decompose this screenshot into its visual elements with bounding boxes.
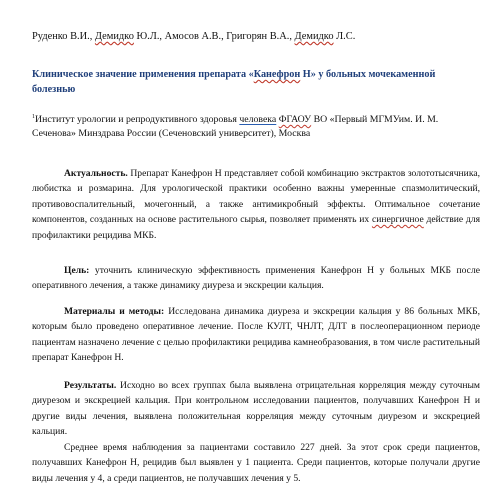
author-text: Руденко В.И., — [32, 31, 95, 42]
paragraph-text: Препарат Канефрон Н представляет собой комбинацию экстрактов золототысячника, любистка и розмарина. Для урологической практики особенно важны умеренные спазмолитический, противовоспалительный, мочегонный, а также антимикробный эффекты. Оптимальное сочетание компонентов, созданных на основе растительного сырья, позволяет применять их — [32, 168, 480, 226]
paragraph-methods — [32, 304, 480, 366]
section-label: Актуальность. — [64, 168, 128, 179]
author-text: Ю.Л., Амосов А.В., Григорян В.А., — [133, 31, 295, 42]
title-text: Клиническое значение применения препарата « — [32, 69, 254, 80]
paragraph-text: Исследована динамика диуреза и экскреции кальция у 86 больных МКБ, которым было проведено оперативное лечение. После КУЛТ, ЧНЛТ, ДЛТ в послеоперационном периоде пациентам назначено лечение с целью профилактики рецидива камнеобразования, в том числе растительный препарат Канефрон Н. — [32, 306, 480, 364]
affiliation-grammar-mark: человека — [239, 114, 277, 125]
author-name-misspelled: Демидко — [294, 31, 334, 42]
author-list — [32, 31, 355, 42]
paragraph-text: Исходно во всех группах была выявлена отрицательная корреляция между суточным диурезом и экскрецией кальция. При контрольном исследовании пациентов, получавших Канефрон Н и другие виды лечения, выявлена положительная корреляция между суточным диурезом и экскрецией кальция. — [32, 380, 480, 438]
article-title — [32, 68, 462, 97]
title-drug-name: Канефрон — [253, 69, 301, 80]
affiliation-superscript: 1 — [32, 114, 35, 120]
paragraph-relevance — [32, 166, 480, 243]
section-label: Результаты. — [64, 380, 117, 391]
spell-marked-word: синергичное — [371, 214, 424, 226]
paragraph-text: действие для профилактики рецидива МКБ. — [32, 214, 480, 241]
section-label: Цель: — [64, 265, 90, 276]
affiliation — [32, 110, 462, 141]
affiliation-text: Институт урологии и репродуктивного здоровья — [35, 114, 240, 125]
paragraph-results — [32, 378, 480, 440]
section-label: Материалы и методы: — [64, 306, 165, 317]
affiliation-spell-mark: ФГАОУ — [278, 114, 312, 125]
paragraph-followup — [32, 440, 480, 486]
author-text: Л.С. — [333, 31, 356, 42]
title-text: Н» у больных мочекаменной болезнью — [32, 69, 436, 95]
author-name-misspelled: Демидко — [94, 31, 134, 42]
paragraph-text: Среднее время наблюдения за пациентами составило 227 дней. За этот срок среди пациентов, получавших Канефрон Н, рецидив был выявлен у 1 пациента. Среди пациентов, которые получали другие виды лечения у 4, а среди пациентов, не получавших лечения у 5. — [32, 442, 480, 484]
affiliation-text: ВО «Первый МГМУим. И. М. Сеченова» Минздрава России (Сеченовский университет), Москва — [32, 114, 439, 139]
paragraph-text: уточнить клиническую эффективность применения Канефрон Н у больных МКБ после оперативного лечения, а также динамику диуреза и экскреции кальция. — [32, 265, 480, 292]
paragraph-goal — [32, 263, 480, 294]
